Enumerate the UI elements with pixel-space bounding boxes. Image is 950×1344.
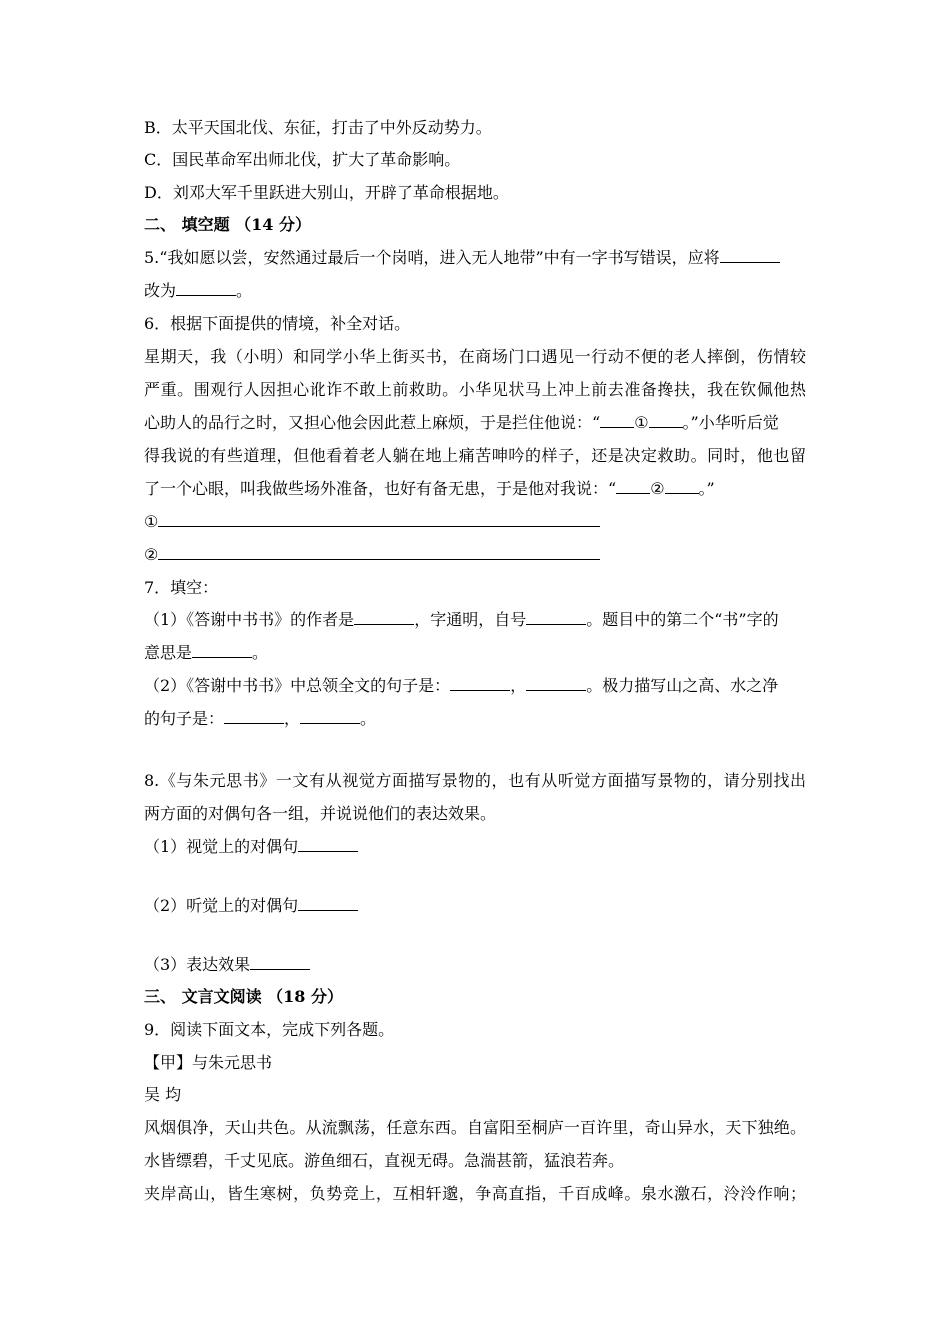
q7-text: 的句子是： — [144, 709, 225, 728]
q7-text: 意思是 — [144, 643, 193, 662]
answer-blank[interactable] — [665, 479, 699, 494]
q7-text: 。题目中的第二个“书”字的 — [586, 610, 779, 629]
q8-text: （3）表达效果 — [144, 955, 251, 974]
text-title: 【甲】与朱元思书 — [144, 1053, 273, 1072]
answer-blank[interactable] — [720, 248, 780, 263]
q5-text: 改为 — [144, 281, 177, 300]
answer-blank[interactable] — [158, 545, 600, 560]
answer-marker: ① — [144, 512, 159, 531]
q9-prompt: 9．阅读下面文本，完成下列各题。 — [144, 1020, 395, 1039]
q6-text: 心助人的品行之时，又担心他会因此惹上麻烦，于是拦住他说：“ — [144, 413, 601, 432]
q6-para-line: 得我说的有些道理，但他看着老人躺在地上痛苦呻吟的样子，还是决定救助。同时，他也留 — [144, 446, 806, 465]
q6-para-line: 严重。围观行人因担心讹诈不敢上前救助。小华见状马上冲上前去准备搀扶，我在钦佩他热 — [144, 380, 806, 399]
answer-blank[interactable] — [192, 643, 252, 658]
q5-line1 — [144, 248, 780, 268]
option-d: D．刘邓大军千里跃进大别山，开辟了革命根据地。 — [144, 183, 509, 202]
q8-text: （1）视觉上的对偶句 — [144, 837, 299, 856]
q6-text: 。”小华听后觉 — [682, 413, 779, 432]
q7-text: 。 — [360, 709, 377, 728]
answer-blank[interactable] — [616, 479, 650, 494]
q6-prompt: 6．根据下面提供的情境，补全对话。 — [144, 314, 411, 333]
q6-text: 了一个心眼，叫我做些场外准备，也好有备无患，于是他对我说：“ — [144, 479, 617, 498]
q7-text: 。极力描写山之高、水之净 — [586, 676, 779, 695]
q8-sub-line — [144, 837, 358, 857]
q7-text: ，字通明，自号 — [414, 610, 527, 629]
text-line: 风烟俱净，天山共色。从流飘荡，任意东西。自富阳至桐庐一百许里，奇山异水，天下独绝。 — [144, 1118, 806, 1137]
q7-line — [144, 676, 778, 696]
q8-sub-line — [144, 896, 358, 916]
blank-marker: ② — [650, 479, 665, 498]
q7-line — [144, 709, 376, 729]
q8-line: 两方面的对偶句各一组，并说说他们的表达效果。 — [144, 804, 497, 823]
answer-blank[interactable] — [224, 709, 284, 724]
option-b: B．太平天国北伐、东征，打击了中外反动势力。 — [144, 118, 492, 137]
blank-marker: ① — [634, 413, 649, 432]
q6-answer-line — [144, 512, 600, 532]
text-line: 水皆缥碧，千丈见底。游鱼细石，直视无碍。急湍甚箭，猛浪若奔。 — [144, 1151, 625, 1170]
q7-line — [144, 643, 268, 663]
q6-para-line — [144, 413, 779, 433]
q5-line2 — [144, 281, 252, 301]
q8-text: （2）听觉上的对偶句 — [144, 896, 299, 915]
answer-blank[interactable] — [450, 676, 510, 691]
answer-blank[interactable] — [298, 896, 358, 911]
q7-text: ， — [284, 709, 301, 728]
answer-blank[interactable] — [600, 413, 634, 428]
q8-sub-line — [144, 955, 310, 975]
answer-blank[interactable] — [158, 512, 600, 527]
option-c: C．国民革命军出师北伐，扩大了革命影响。 — [144, 150, 461, 169]
answer-blank[interactable] — [176, 281, 236, 296]
q6-para-line: 星期天，我（小明）和同学小华上街买书，在商场门口遇见一行动不便的老人摔倒，伤情较 — [144, 347, 806, 366]
answer-blank[interactable] — [300, 709, 360, 724]
q7-prompt: 7．填空： — [144, 578, 219, 597]
q8-line: 8.《与朱元思书》一文有从视觉方面描写景物的，也有从听觉方面描写景物的，请分别找出 — [144, 771, 806, 790]
answer-blank[interactable] — [526, 610, 586, 625]
text-line: 夹岸高山，皆生寒树，负势竞上，互相轩邈，争高直指，千百成峰。泉水激石，泠泠作响； — [144, 1184, 806, 1203]
q5-text: 5.“我如愿以尝，安然通过最后一个岗哨，进入无人地带”中有一字书写错误，应将 — [144, 248, 720, 267]
section-heading-fill-in: 二、 填空题 （14 分） — [144, 215, 311, 234]
text-author: 吴 均 — [144, 1085, 182, 1104]
q6-para-line — [144, 479, 715, 499]
section-heading-classical: 三、 文言文阅读 （18 分） — [144, 987, 343, 1006]
answer-blank[interactable] — [298, 837, 358, 852]
q6-text: 。” — [698, 479, 715, 498]
answer-blank[interactable] — [649, 413, 683, 428]
answer-marker: ② — [144, 545, 159, 564]
answer-blank[interactable] — [526, 676, 586, 691]
q7-text: 。 — [252, 643, 269, 662]
q7-text: （1）《答谢中书书》的作者是 — [144, 610, 355, 629]
q7-line — [144, 610, 779, 630]
q6-answer-line — [144, 545, 600, 565]
q7-text: （2）《答谢中书书》中总领全文的句子是： — [144, 676, 451, 695]
q7-text: ， — [510, 676, 527, 695]
answer-blank[interactable] — [250, 955, 310, 970]
answer-blank[interactable] — [354, 610, 414, 625]
q5-text: 。 — [236, 281, 253, 300]
